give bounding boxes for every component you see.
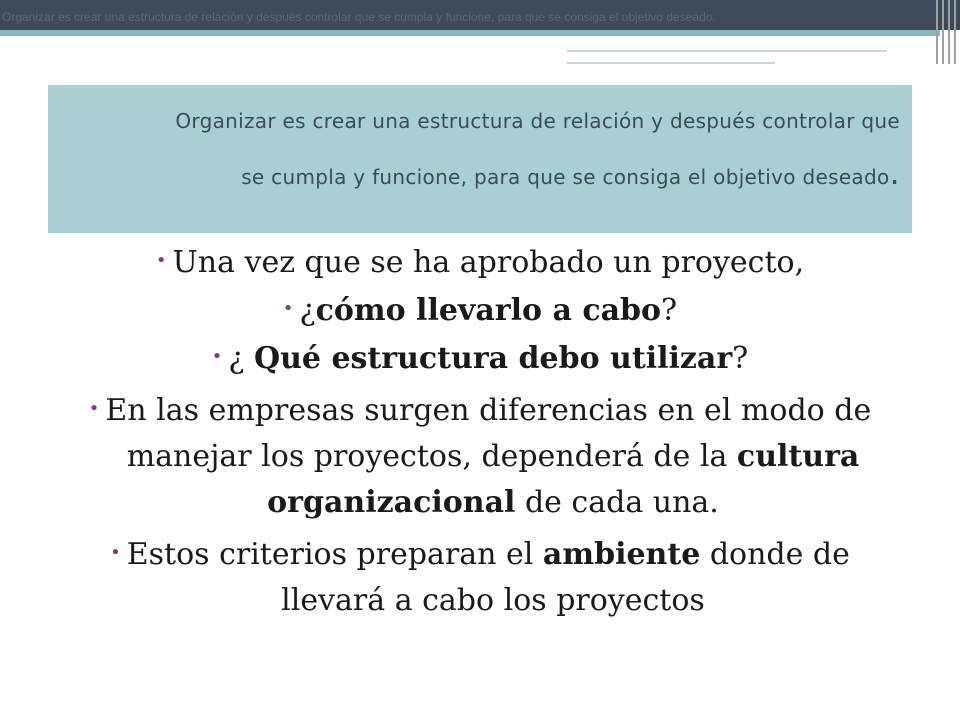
bullet-text-post: ? — [732, 341, 749, 376]
bullet-item — [60, 238, 900, 286]
bullet-item — [60, 530, 900, 624]
bullet-item — [60, 286, 900, 334]
bullet-marker-icon: • — [88, 398, 100, 419]
bullet-text-post: donde de llevará a cabo los proyectos — [281, 537, 850, 618]
bullet-text-pre: ¿ — [228, 341, 254, 376]
bullet-marker-icon: • — [155, 250, 167, 271]
top-accent-stripe — [0, 30, 940, 36]
bullet-marker-icon: • — [211, 346, 223, 367]
bullet-item — [60, 334, 900, 382]
title-line-2: se cumpla y funcione, para que se consiga el objetivo deseado — [241, 165, 890, 189]
title-box — [48, 85, 912, 233]
bullet-text-bold: Qué estructura debo utilizar — [253, 341, 733, 376]
bullet-list — [60, 238, 900, 624]
title-line-1: Organizar es crear una estructura de relación y después controlar que — [175, 109, 900, 133]
decorative-line — [567, 62, 775, 64]
title-period: . — [889, 154, 900, 192]
bullet-text-bold: ambiente — [542, 537, 701, 572]
bullet-text-post: de cada una. — [515, 485, 719, 520]
right-edge-decoration — [928, 0, 960, 72]
bullet-text-pre: ¿ — [299, 293, 316, 328]
bullet-text-pre: En las empresas surgen diferencias en el modo de manejar los proyectos, dependerá de la — [105, 393, 872, 474]
decorative-line — [567, 50, 887, 52]
header-caption: Organizar es crear una estructura de relación y después controlar que se cumpla y funcione, para que se consiga el objetivo deseado. — [2, 10, 716, 24]
bullet-marker-icon: • — [282, 298, 294, 319]
bullet-text-post: ? — [661, 293, 678, 328]
bullet-text: Una vez que se ha aprobado un proyecto, — [172, 245, 805, 280]
slide-title — [60, 95, 900, 203]
bullet-text-bold: cómo llevarlo a cabo — [315, 293, 662, 328]
bullet-text-bold: cultura organizacional — [267, 439, 860, 520]
bullet-item — [60, 386, 900, 526]
bullet-text-pre: Estos criterios preparan el — [126, 537, 543, 572]
bullet-marker-icon: • — [110, 542, 121, 563]
